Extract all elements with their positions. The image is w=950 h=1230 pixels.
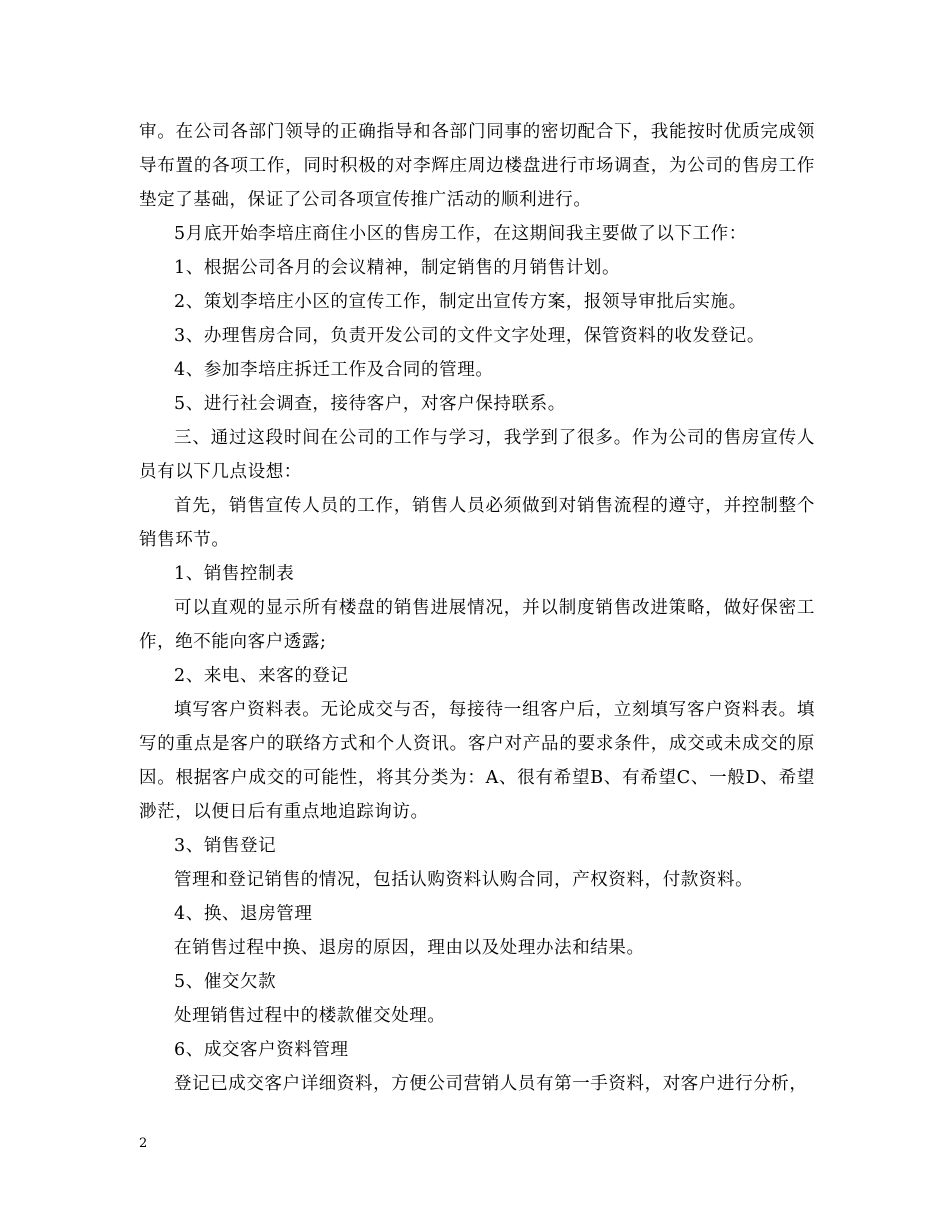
paragraph: 5、催交欠款 [174, 972, 277, 992]
page-number: 2 [139, 1136, 148, 1151]
paragraph: 5、进行社会调查，接待客户，对客户保持联系。 [174, 394, 566, 414]
paragraph: 5月底开始李培庄商住小区的售房工作，在这期间我主要做了以下工作： [174, 224, 747, 244]
paragraph: 4、换、退房管理 [174, 904, 313, 924]
paragraph: 处理销售过程中的楼款催交处理。 [174, 1006, 446, 1026]
paragraph: 登记已成交客户详细资料，方便公司营销人员有第一手资料，对客户进行分析， [174, 1074, 808, 1094]
paragraph: 6、成交客户资料管理 [174, 1040, 349, 1060]
paragraph: 4、参加李培庄拆迁工作及合同的管理。 [174, 360, 494, 380]
paragraph: 1、根据公司各月的会议精神，制定销售的月销售计划。 [174, 258, 621, 278]
document-body [139, 115, 815, 1101]
paragraph: 3、办理售房合同，负责开发公司的文件文字处理，保管资料的收发登记。 [174, 326, 765, 346]
paragraph: 可以直观的显示所有楼盘的销售进展情况，并以制度销售改进策略，做好保密工作，绝不能向客户透露; [139, 598, 815, 652]
paragraph: 三、通过这段时间在公司的工作与学习，我学到了很多。作为公司的售房宣传人员有以下几点设想： [139, 428, 815, 482]
paragraph: 管理和登记销售的情况，包括认购资料认购合同，产权资料，付款资料。 [174, 870, 754, 890]
paragraph: 2、策划李培庄小区的宣传工作，制定出宣传方案，报领导审批后实施。 [174, 292, 747, 312]
paragraph: 在销售过程中换、退房的原因，理由以及处理办法和结果。 [174, 938, 645, 958]
paragraph: 2、来电、来客的登记 [174, 666, 349, 686]
paragraph: 填写客户资料表。无论成交与否，每接待一组客户后，立刻填写客户资料表。填写的重点是客户的联络方式和个人资讯。客户对产品的要求条件，成交或未成交的原因。根据客户成交的可能性，将其分类为：A、很有希望B、有希望C、一般D、希望渺茫，以便日后有重点地追踪询访。 [139, 700, 815, 822]
paragraph: 1、销售控制表 [174, 564, 295, 584]
paragraph: 首先，销售宣传人员的工作，销售人员必须做到对销售流程的遵守，并控制整个销售环节。 [139, 496, 815, 550]
paragraph: 3、销售登记 [174, 836, 277, 856]
paragraph: 审。在公司各部门领导的正确指导和各部门同事的密切配合下，我能按时优质完成领导布置的各项工作，同时积极的对李辉庄周边楼盘进行市场调查，为公司的售房工作垫定了基础，保证了公司各项宣传推广活动的顺利进行。 [139, 122, 815, 210]
